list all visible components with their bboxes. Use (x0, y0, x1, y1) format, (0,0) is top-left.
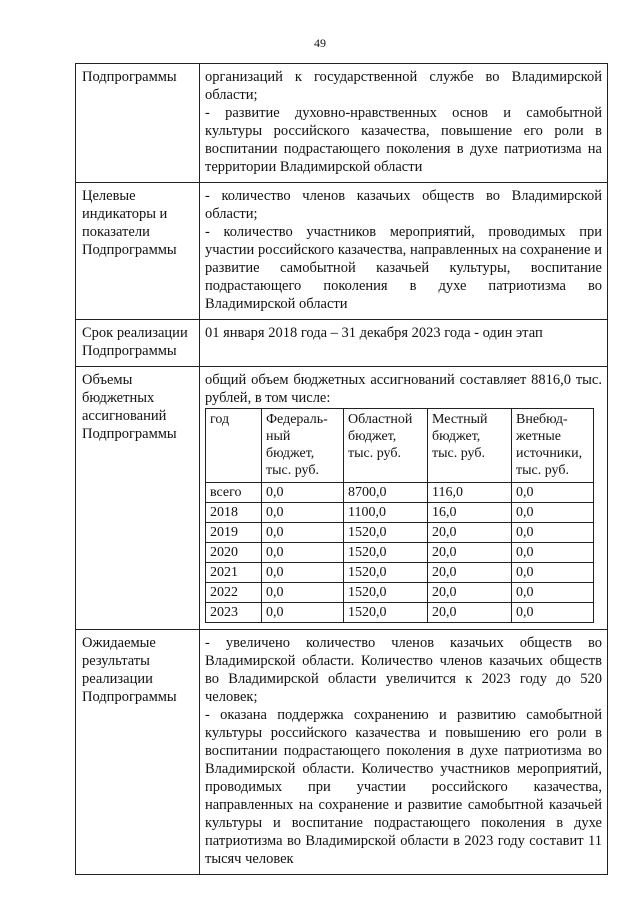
paragraph: организаций к государственной службе во Владимирской области; (205, 69, 602, 103)
budget-cell: 0,0 (262, 483, 344, 503)
budget-cell: 20,0 (428, 523, 512, 543)
row-label: Срок реализации Подпрограммы (76, 320, 200, 367)
paragraph: 01 января 2018 года – 31 декабря 2023 года - один этап (205, 325, 543, 341)
budget-cell: 0,0 (512, 563, 594, 583)
row-label: Подпрограммы (76, 64, 200, 183)
budget-cell: 16,0 (428, 503, 512, 523)
budget-cell: 0,0 (512, 583, 594, 603)
budget-header-cell: Местный бюджет, тыс. руб. (428, 409, 512, 483)
row-content (200, 64, 608, 183)
page-number: 49 (314, 36, 326, 50)
budget-cell: 0,0 (512, 603, 594, 623)
budget-row (206, 563, 594, 583)
paragraph: - увеличено количество членов казачьих обществ во Владимирской области. Количество членов казачьих обществ во Владимирской области увеличится к 2023 году до 520 человек; (205, 635, 602, 705)
paragraph: - количество участников мероприятий, проводимых при участии российского казачества, направленных на сохранение и развитие самобытной казачьей культуры, воспитание подрастающего поколения в духе патриотизма во Владимирской области (205, 224, 602, 312)
budget-row (206, 583, 594, 603)
row-content (200, 630, 608, 875)
budget-cell: 20,0 (428, 603, 512, 623)
budget-row (206, 603, 594, 623)
passport-row-expected-results (76, 630, 608, 875)
budget-cell: 2018 (206, 503, 262, 523)
row-content (200, 183, 608, 320)
budget-cell: 0,0 (262, 503, 344, 523)
paragraph: - развитие духовно-нравственных основ и самобытной культуры российского казачества, повышение его роли в воспитании подрастающего поколения в духе патриотизма на территории Владимирской области (205, 105, 602, 175)
budget-header-cell: год (206, 409, 262, 483)
budget-cell: 2019 (206, 523, 262, 543)
row-content (200, 320, 608, 367)
budget-cell: 0,0 (512, 523, 594, 543)
budget-row (206, 503, 594, 523)
budget-cell: 1100,0 (344, 503, 428, 523)
budget-cell: 1520,0 (344, 583, 428, 603)
budget-cell: 1520,0 (344, 523, 428, 543)
budget-cell: 20,0 (428, 563, 512, 583)
budget-header-cell: Федераль-ный бюджет, тыс. руб. (262, 409, 344, 483)
row-label: Целевые индикаторы и показатели Подпрограммы (76, 183, 200, 320)
budget-cell: 1520,0 (344, 543, 428, 563)
budget-cell: 2020 (206, 543, 262, 563)
budget-cell: 0,0 (512, 543, 594, 563)
paragraph: - оказана поддержка сохранению и развитию самобытной культуры российского казачества и повышению его роли в воспитании подрастающего поколения в духе патриотизма во Владимирской области. Количество участников мероприятий, проводимых при участии российского казачества, направленных на сохранение и развитие самобытной казачьей культуры и воспитание подрастающего поколения в духе патриотизма во Владимирской области в 2023 году составит 11 тысяч человек (205, 707, 602, 867)
budget-cell: всего (206, 483, 262, 503)
budget-cell: 0,0 (262, 583, 344, 603)
budget-cell: 0,0 (512, 503, 594, 523)
subprogram-passport-table (75, 63, 608, 875)
budget-table (205, 408, 594, 623)
budget-header-cell: Внебюд-жетные источники, тыс. руб. (512, 409, 594, 483)
budget-row (206, 543, 594, 563)
budget-cell: 0,0 (262, 603, 344, 623)
budget-header-row (206, 409, 594, 483)
budget-cell: 1520,0 (344, 603, 428, 623)
budget-cell: 0,0 (262, 563, 344, 583)
budget-cell: 20,0 (428, 583, 512, 603)
budget-intro: общий объем бюджетных ассигнований составляет 8816,0 тыс. рублей, в том числе: (205, 372, 602, 406)
budget-cell: 0,0 (262, 523, 344, 543)
row-content (200, 367, 608, 630)
budget-cell: 2021 (206, 563, 262, 583)
budget-header-cell: Областной бюджет, тыс. руб. (344, 409, 428, 483)
budget-cell: 2022 (206, 583, 262, 603)
budget-cell: 0,0 (512, 483, 594, 503)
passport-row-term (76, 320, 608, 367)
budget-cell: 0,0 (262, 543, 344, 563)
row-label: Объемы бюджетных ассигнований Подпрограммы (76, 367, 200, 630)
budget-cell: 116,0 (428, 483, 512, 503)
budget-cell: 20,0 (428, 543, 512, 563)
budget-cell: 1520,0 (344, 563, 428, 583)
budget-row (206, 523, 594, 543)
budget-cell: 8700,0 (344, 483, 428, 503)
paragraph: - количество членов казачьих обществ во Владимирской области; (205, 188, 602, 222)
passport-row-subprogram-tasks (76, 64, 608, 183)
budget-cell: 2023 (206, 603, 262, 623)
passport-row-budget (76, 367, 608, 630)
row-label: Ожидаемые результаты реализации Подпрограммы (76, 630, 200, 875)
budget-row (206, 483, 594, 503)
passport-row-indicators (76, 183, 608, 320)
